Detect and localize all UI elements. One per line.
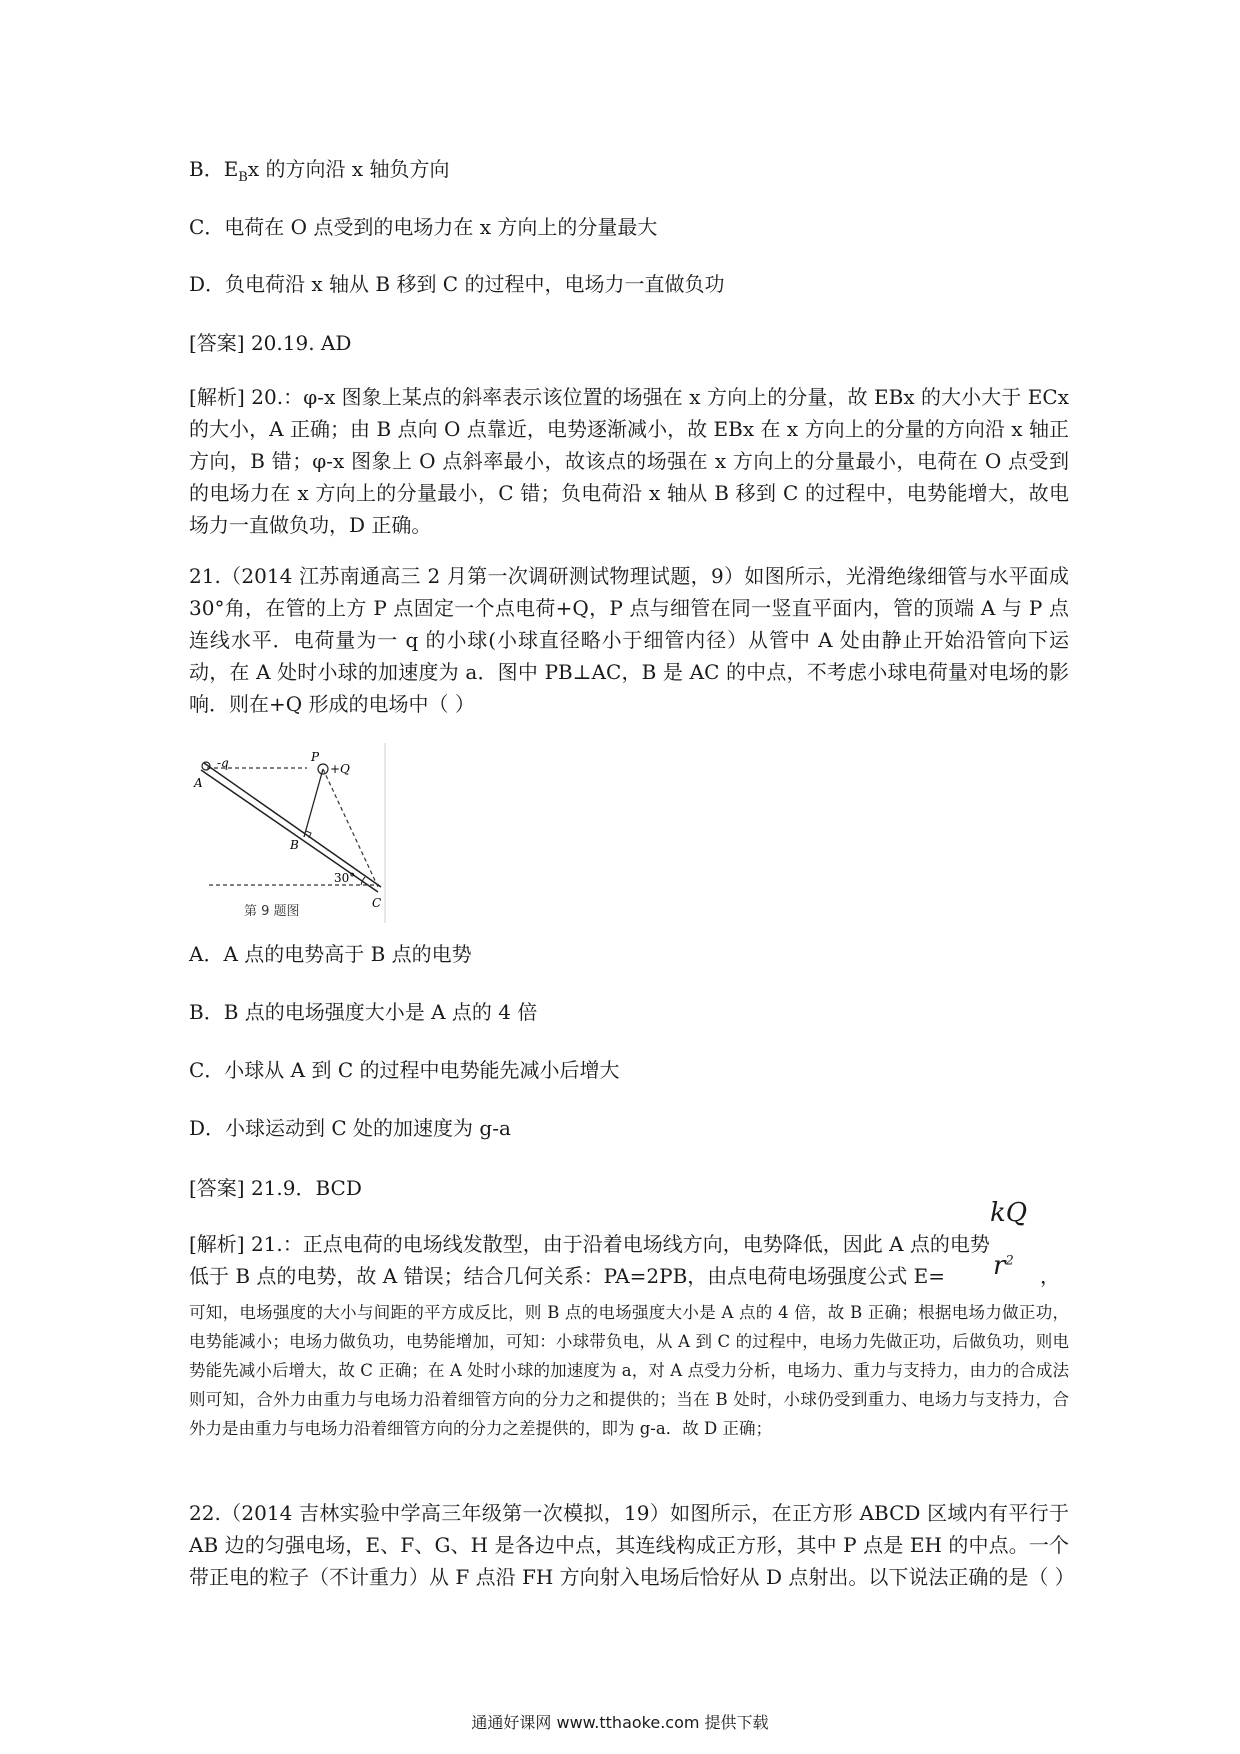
formula-denominator: $r^2$ bbox=[993, 1251, 1014, 1281]
q22-stem: 22.（2014 吉林实验中学高三年级第一次模拟，19）如图所示，在正方形 ABCD 区域内有平行于 AB 边的匀强电场，E、F、G、H 是各边中点，其连线构成正方形，其中 P 点是 EH 的中点。一个带正电的粒子（不计重力）从 F 点沿 FH 方向射入电场后恰好从 D 点射出。以下说法正确的是（ ） bbox=[189, 1501, 1075, 1589]
figure-caption: 第 9 题图 bbox=[244, 904, 300, 919]
q21-answer: [答案] 21.9．BCD bbox=[189, 1176, 362, 1200]
q21-option-b: B．B 点的电场强度大小是 A 点的 4 倍 bbox=[189, 1000, 538, 1024]
q21-stem: 21.（2014 江苏南通高三 2 月第一次调研测试物理试题，9）如图所示，光滑绝缘细管与水平面成 30°角，在管的上方 P 点固定一个点电荷+Q，P 点与细管在同一竖直平面内，管的顶端 A 与 P 点连线水平．电荷量为一 q 的小球(小球直径略小于细管内径）从管中 A 处由静止开始沿管向下运动，在 A 处时小球的加速度为 a．图中 PB⊥AC，B 是 AC 的中点，不考虑小球电荷量对电场的影响．则在+Q 形成的电场中（ ） bbox=[189, 564, 1069, 716]
label-pos-q: +Q bbox=[330, 762, 350, 776]
q21-analysis-line1: [解析] 21.：正点电荷的电场线发散型，由于沿着电场线方向，电势降低，因此 A 点的电势 bbox=[189, 1232, 990, 1256]
label-c: C bbox=[372, 896, 382, 910]
q21-option-c: C．小球从 A 到 C 的过程中电势能先减小后增大 bbox=[189, 1058, 620, 1082]
q21-analysis-detail: 可知，电场强度的大小与间距的平方成反比，则 B 点的电场强度大小是 A 点的 4 倍，故 B 正确；根据电场力做正功，电势能减小；电场力做负功，电势能增加，可知：小球带负电，从 A 到 C 的过程中，电场力先做正功，后做负功，则电势能先减小后增大，故 C 正确；在 A 处时小球的加速度为 a，对 A 点受力分析，电场力、重力与支持力，由力的合成法则可知，合外力由重力与电场力沿着细管方向的分力之和提供的；当在 B 处时，小球仍受到重力、电场力与支持力，合外力是由重力与电场力沿着细管方向的分力之差提供的，即为 g-a．故 D 正确； bbox=[189, 1303, 1069, 1438]
q21-analysis-line2-end: ， bbox=[1040, 1264, 1060, 1288]
q20-answer: [答案] 20.19. AD bbox=[189, 331, 352, 355]
label-b: B bbox=[290, 838, 299, 852]
q21-figure bbox=[189, 743, 389, 923]
label-neg-q: -q bbox=[217, 756, 229, 770]
label-angle: 30° bbox=[334, 871, 356, 885]
q21-option-a: A．A 点的电势高于 B 点的电势 bbox=[189, 942, 472, 966]
page-footer: 通通好课网 www.tthaoke.com 提供下载 bbox=[471, 1713, 769, 1732]
q21-analysis-line2: 低于 B 点的电势，故 A 错误；结合几何关系：PA=2PB，由点电荷电场强度公式 E= bbox=[189, 1264, 945, 1288]
q20-option-b: B．$E_Bx$ 的方向沿 x 轴负方向 bbox=[189, 157, 450, 185]
label-a: A bbox=[194, 776, 203, 790]
formula-numerator: kQ bbox=[990, 1198, 1028, 1228]
q20-option-c: C．电荷在 O 点受到的电场力在 x 方向上的分量最大 bbox=[189, 215, 658, 239]
q20-analysis: [解析] 20.：φ-x 图象上某点的斜率表示该位置的场强在 x 方向上的分量，故 EBx 的大小大于 ECx 的大小，A 正确；由 B 点向 O 点靠近，电势逐渐减小，故 EBx 在 x 方向上的分量的方向沿 x 轴正方向，B 错；φ-x 图象上 O 点斜率最小，故该点的场强在 x 方向上的分量最小，电荷在 O 点受到的电场力在 x 方向上的分量最小，C 错；负电荷沿 x 轴从 B 移到 C 的过程中，电势能增大，故电场力一直做负功，D 正确。 bbox=[189, 385, 1069, 537]
q21-option-d: D．小球运动到 C 处的加速度为 g-a bbox=[189, 1116, 511, 1140]
q20-option-d: D．负电荷沿 x 轴从 B 移到 C 的过程中，电场力一直做负功 bbox=[189, 272, 725, 296]
label-p: P bbox=[311, 750, 320, 764]
